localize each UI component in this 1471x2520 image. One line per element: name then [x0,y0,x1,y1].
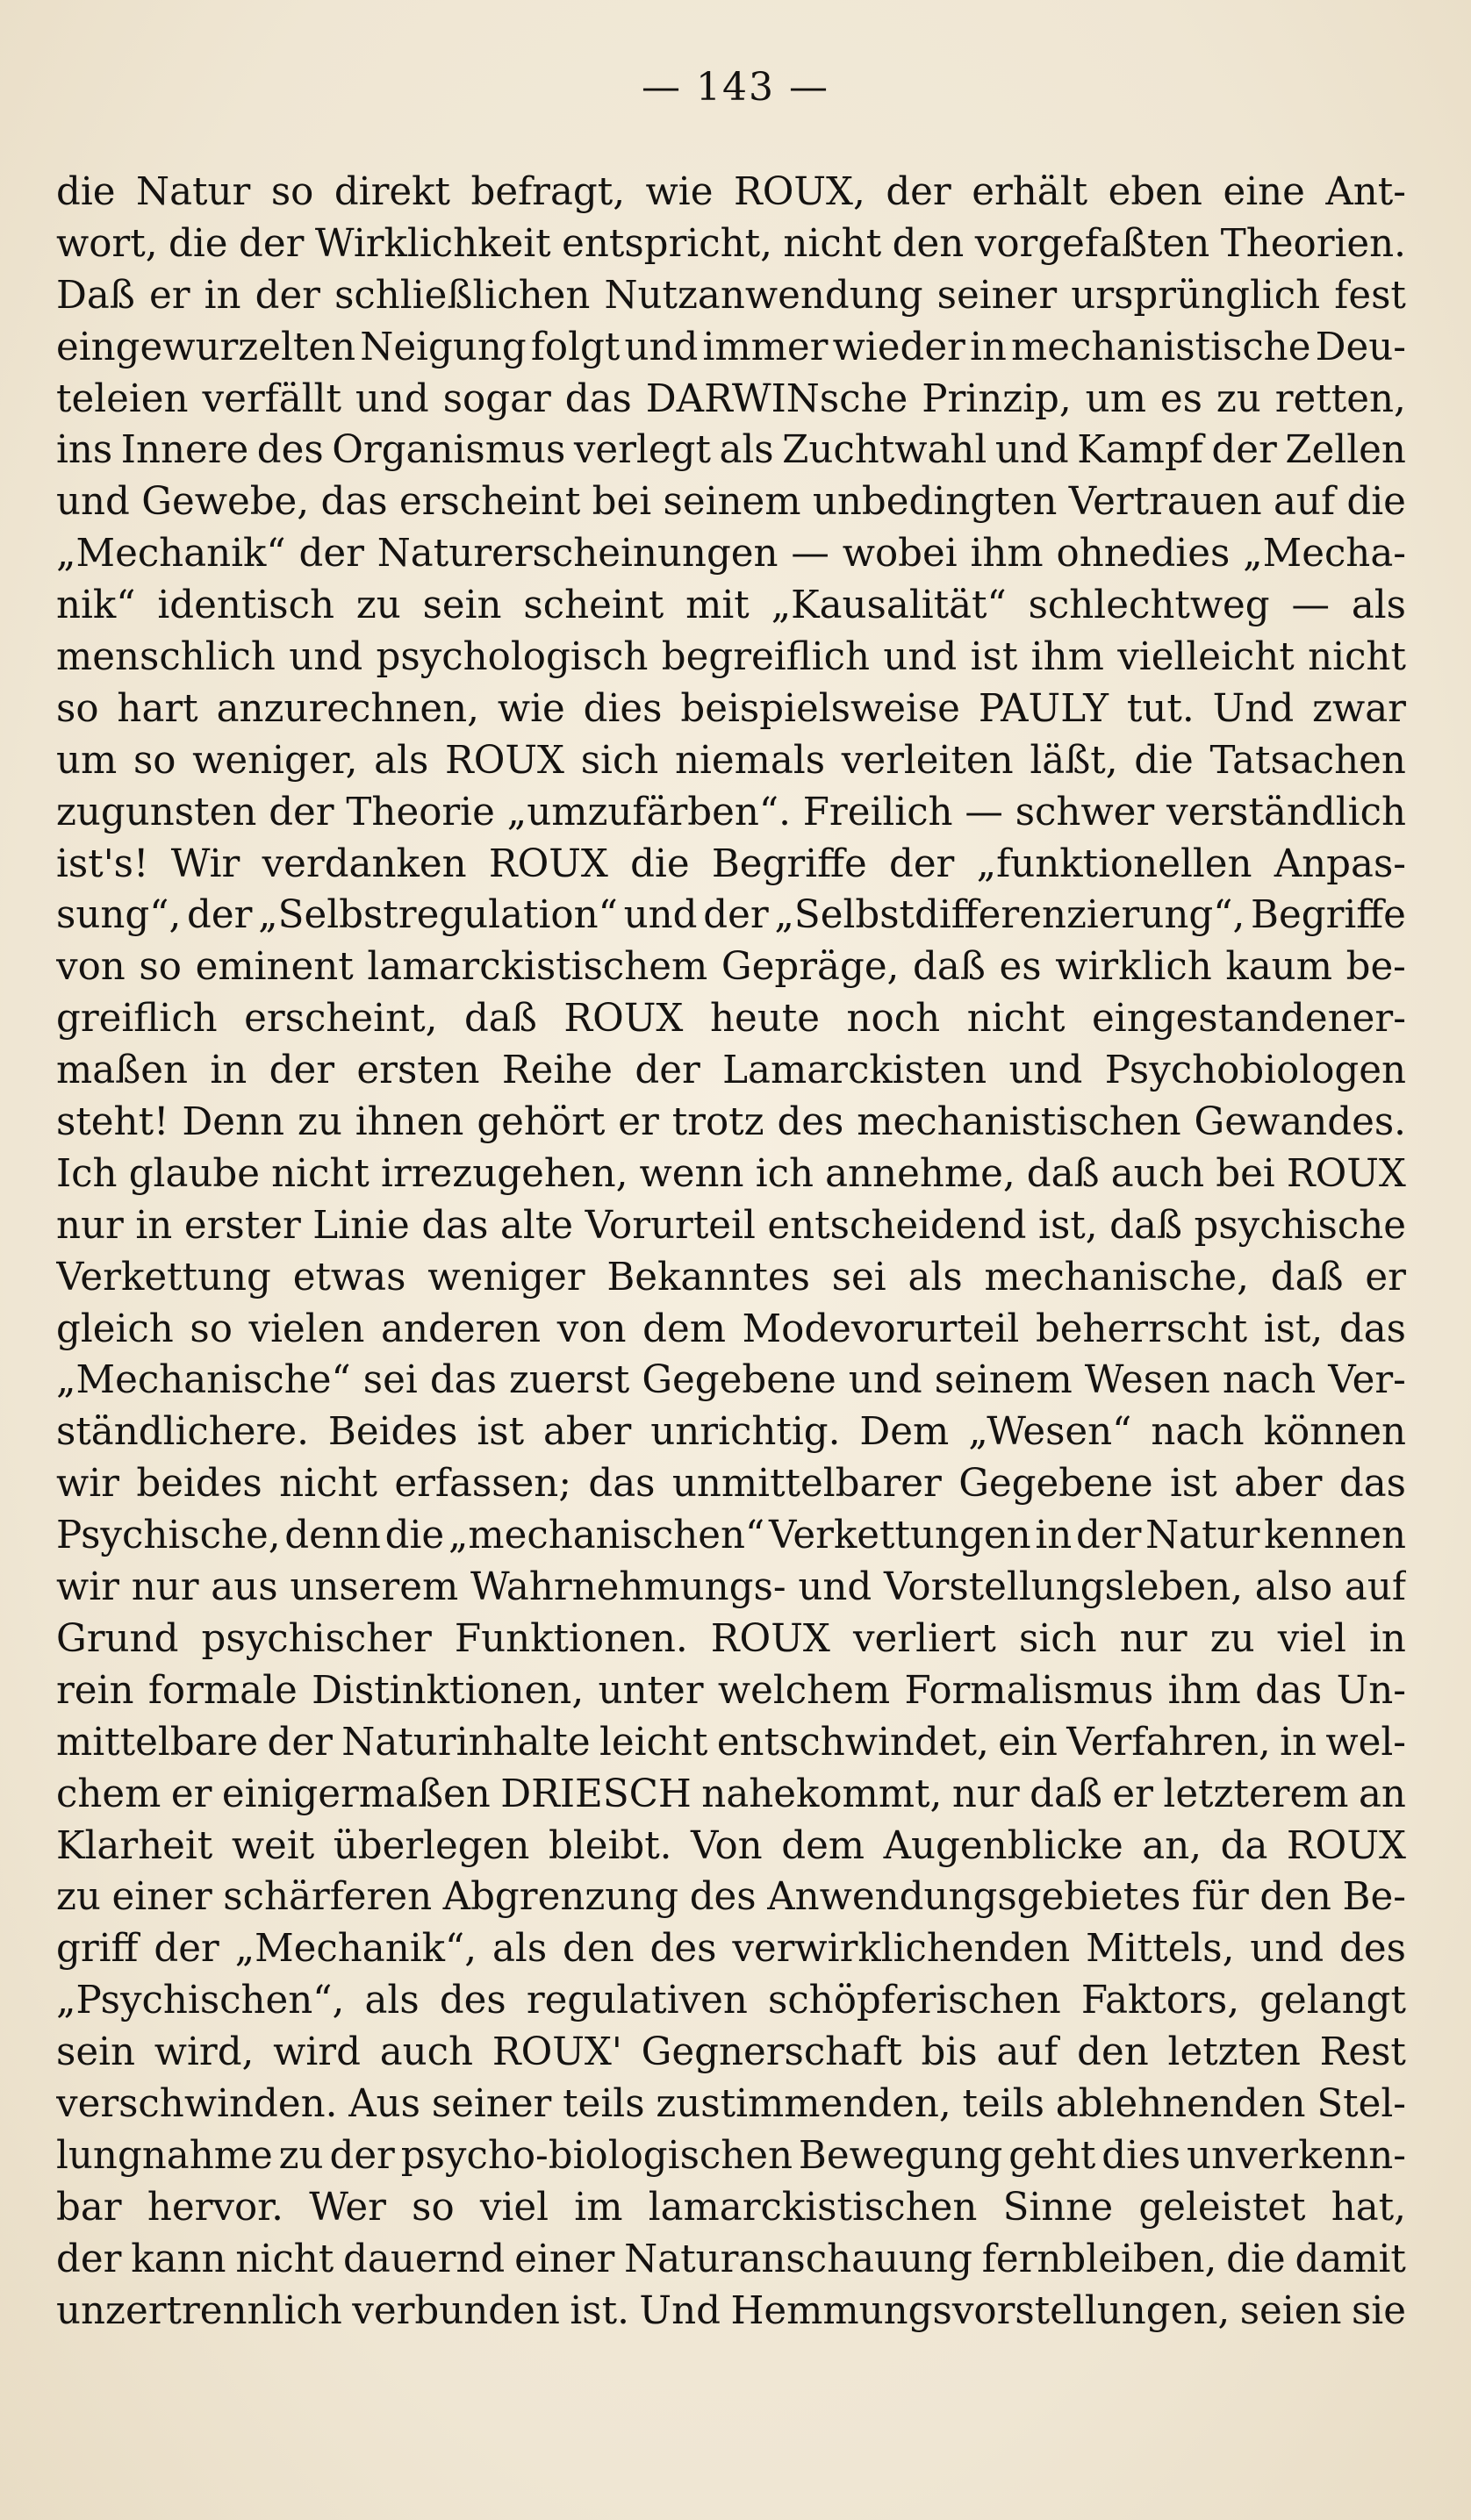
text-line: menschlich und psychologisch begreiflich und ist ihm vielleicht nicht [56,635,1406,680]
text-line: Ich glaube nicht irrezugehen, wenn ich annehme, daß auch bei ROUX [56,1151,1406,1196]
text-line: lungnahme zu der psycho-biologischen Bewegung geht dies unverkenn- [56,2133,1406,2178]
text-line: Grund psychischer Funktionen. ROUX verliert sich nur zu viel in [56,1616,1406,1661]
text-line: zu einer schärferen Abgrenzung des Anwendungsgebietes für den Be- [56,1875,1406,1920]
text-line: chem er einigermaßen DRIESCH nahekommt, nur daß er letzterem an [56,1772,1406,1816]
text-line: ins Innere des Organismus verlegt als Zuchtwahl und Kampf der Zellen [56,428,1406,473]
text-line: Psychische, denn die „mechanischen“ Verkettungen in der Natur kennen [56,1514,1406,1558]
text-line: wir nur aus unserem Wahrnehmungs- und Vorstellungsleben, also auf [56,1565,1406,1610]
text-line: mittelbare der Naturinhalte leicht entschwindet, ein Verfahren, in wel- [56,1720,1406,1765]
text-line: so hart anzurechnen, wie dies beispielsweise PAULY tut. Und zwar [56,686,1406,731]
text-line: sung“, der „Selbstregulation“ und der „Selbstdifferenzierung“, Begriffe [56,893,1406,938]
page-number: — 143 — [642,65,829,110]
text-line: eingewurzelten Neigung folgt und immer wieder in mechanistische Deu- [56,325,1406,369]
text-line: „Mechanische“ sei das zuerst Gegebene und seinem Wesen nach Ver- [56,1358,1406,1403]
text-line: „Psychischen“, als des regulativen schöpferischen Faktors, gelangt [56,1979,1406,2023]
text-line: ist's! Wir verdanken ROUX die Begriffe der „funktionellen Anpas- [56,841,1406,886]
text-line: rein formale Distinktionen, unter welchem Formalismus ihm das Un- [56,1668,1406,1713]
text-line: wort, die der Wirklichkeit entspricht, nicht den vorgefaßten Theorien. [56,221,1406,266]
text-line: „Mechanik“ der Naturerscheinungen — wobei ihm ohnedies „Mecha- [56,532,1406,576]
text-line: Verkettung etwas weniger Bekanntes sei als mechanische, daß er [56,1255,1406,1299]
text-line: nik“ identisch zu sein scheint mit „Kausalität“ schlechtweg — als [56,583,1406,628]
body-text [56,167,1406,2337]
text-line: ständlichere. Beides ist aber unrichtig. Dem „Wesen“ nach können [56,1410,1406,1455]
text-line: greiflich erscheint, daß ROUX heute noch nicht eingestandener- [56,997,1406,1042]
text-line: um so weniger, als ROUX sich niemals verleiten läßt, die Tatsachen [56,738,1406,783]
text-line: sein wird, wird auch ROUX' Gegnerschaft bis auf den letzten Rest [56,2030,1406,2075]
text-line: bar hervor. Wer so viel im lamarckistischen Sinne geleistet hat, [56,2185,1406,2230]
text-line: wir beides nicht erfassen; das unmittelbarer Gegebene ist aber das [56,1462,1406,1507]
text-line: und Gewebe, das erscheint bei seinem unbedingten Vertrauen auf die [56,480,1406,525]
text-line: Daß er in der schließlichen Nutzanwendung seiner ursprünglich fest [56,273,1406,318]
text-line: der kann nicht dauernd einer Naturanschauung fernbleiben, die damit [56,2237,1406,2281]
text-line: teleien verfällt und sogar das DARWINsche Prinzip, um es zu retten, [56,376,1406,421]
text-line: unzertrennlich verbunden ist. Und Hemmungsvorstellungen, seien sie [56,2288,1406,2333]
text-line: die Natur so direkt befragt, wie ROUX, der erhält eben eine Ant- [56,170,1406,214]
text-line: maßen in der ersten Reihe der Lamarckisten und Psychobiologen [56,1049,1406,1093]
text-line: nur in erster Linie das alte Vorurteil entscheidend ist, daß psychische [56,1203,1406,1248]
text-line: verschwinden. Aus seiner teils zustimmenden, teils ablehnenden Stel- [56,2081,1406,2126]
text-line: von so eminent lamarckistischem Gepräge, daß es wirklich kaum be- [56,945,1406,990]
text-line: gleich so vielen anderen von dem Modevorurteil beherrscht ist, das [56,1307,1406,1351]
text-line: steht! Denn zu ihnen gehört er trotz des mechanistischen Gewandes. [56,1100,1406,1145]
text-line: zugunsten der Theorie „umzufärben“. Freilich — schwer verständlich [56,790,1406,834]
text-line: Klarheit weit überlegen bleibt. Von dem Augenblicke an, da ROUX [56,1823,1406,1868]
text-line: griff der „Mechanik“, als den des verwirklichenden Mittels, und des [56,1927,1406,1972]
